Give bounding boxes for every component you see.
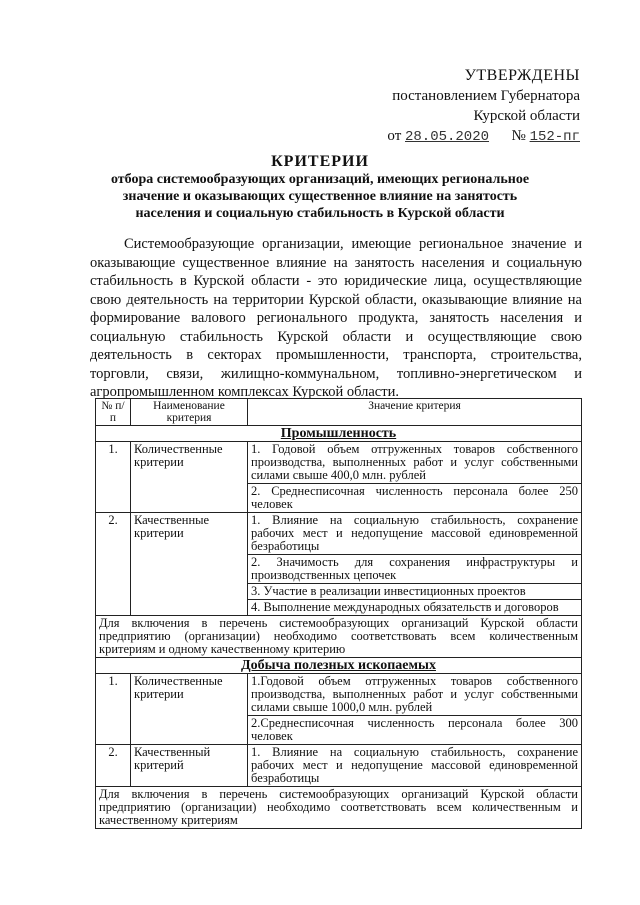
criterion-value: 3. Участие в реализации инвестиционных проектов: [248, 584, 582, 600]
criterion-number: 2.: [96, 745, 131, 787]
document-title: КРИТЕРИИ: [271, 153, 369, 170]
header-num: № п/п: [96, 399, 131, 426]
header-value: Значение критерия: [248, 399, 582, 426]
document-subtitle: отбора системообразующих организаций, имеющих региональное значение и оказывающих существенное влияние на занятость населения и социальную стабильность в Курской области: [110, 172, 530, 221]
criterion-row: [96, 513, 582, 555]
section-row: [96, 658, 582, 674]
approval-stamp: [350, 66, 580, 147]
approval-heading: УТВЕРЖДЕНЫ: [464, 67, 580, 84]
criterion-name: Количественные критерии: [131, 674, 248, 745]
date-prefix: от: [387, 128, 402, 144]
criteria-table: [95, 398, 582, 829]
note-row: [96, 616, 582, 658]
number-prefix: №: [511, 128, 526, 144]
criterion-name: Количественные критерии: [131, 442, 248, 513]
criterion-name: Качественный критерий: [131, 745, 248, 787]
criterion-number: 1.: [96, 674, 131, 745]
criterion-name: Качественные критерии: [131, 513, 248, 616]
criterion-number: 2.: [96, 513, 131, 616]
section-note: Для включения в перечень системообразующих организаций Курской области предприятию (организации) необходимо соответствовать всем количественным и качественному критериям: [96, 787, 582, 829]
approval-date: 28.05.2020: [405, 129, 490, 145]
criterion-value: 4. Выполнение международных обязательств и договоров: [248, 600, 582, 616]
criterion-number: 1.: [96, 442, 131, 513]
criterion-value: 2. Значимость для сохранения инфраструктуры и производственных цепочек: [248, 555, 582, 584]
section-title: Добыча полезных ископаемых: [96, 658, 582, 674]
criterion-row: [96, 745, 582, 787]
section-title: Промышленность: [96, 426, 582, 442]
approval-line-1: постановлением Губернатора: [392, 88, 580, 104]
criterion-value: 1. Влияние на социальную стабильность, сохранение рабочих мест и недопущение массовой единовременной безработицы: [248, 513, 582, 555]
approval-date-line: [350, 126, 580, 147]
criterion-row: [96, 442, 582, 484]
section-note: Для включения в перечень системообразующих организаций Курской области предприятию (организации) необходимо соответствовать всем количественным критериям и одному качественному критерию: [96, 616, 582, 658]
table-header-row: [96, 399, 582, 426]
criterion-value: 1. Влияние на социальную стабильность, сохранение рабочих мест и недопущение массовой единовременной безработицы: [248, 745, 582, 787]
criterion-value: 2. Среднесписочная численность персонала более 250 человек: [248, 484, 582, 513]
criterion-value: 2.Среднесписочная численность персонала более 300 человек: [248, 716, 582, 745]
criterion-row: [96, 674, 582, 716]
header-name: Наименование критерия: [131, 399, 248, 426]
note-row: [96, 787, 582, 829]
section-row: [96, 426, 582, 442]
criterion-value: 1. Годовой объем отгруженных товаров собственного производства, выполненных работ и услуг собственными силами свыше 400,0 млн. рублей: [248, 442, 582, 484]
criterion-value: 1.Годовой объем отгруженных товаров собственного производства, выполненных работ и услуг собственными силами свыше 1000,0 млн. рублей: [248, 674, 582, 716]
approval-line-2: Курской области: [473, 108, 580, 124]
criteria-table-body: [96, 426, 582, 829]
intro-paragraph: Системообразующие организации, имеющие региональное значение и оказывающие существенное влияние на занятость населения и социальную стабильность в Курской области - это юридические лица, осуществляющие свою деятельность на территории Курской области, оказывающие влияние на формирование валового регионального продукта, занятость населения и социальную стабильность Курской области и осуществляющие свою деятельность в секторах промышленности, транспорта, строительства, торговли, связи, жилищно-коммунальном, топливно-энергетическом и агропромышленном комплексах Курской области.: [90, 236, 582, 400]
approval-number: 152-пг: [529, 129, 580, 145]
